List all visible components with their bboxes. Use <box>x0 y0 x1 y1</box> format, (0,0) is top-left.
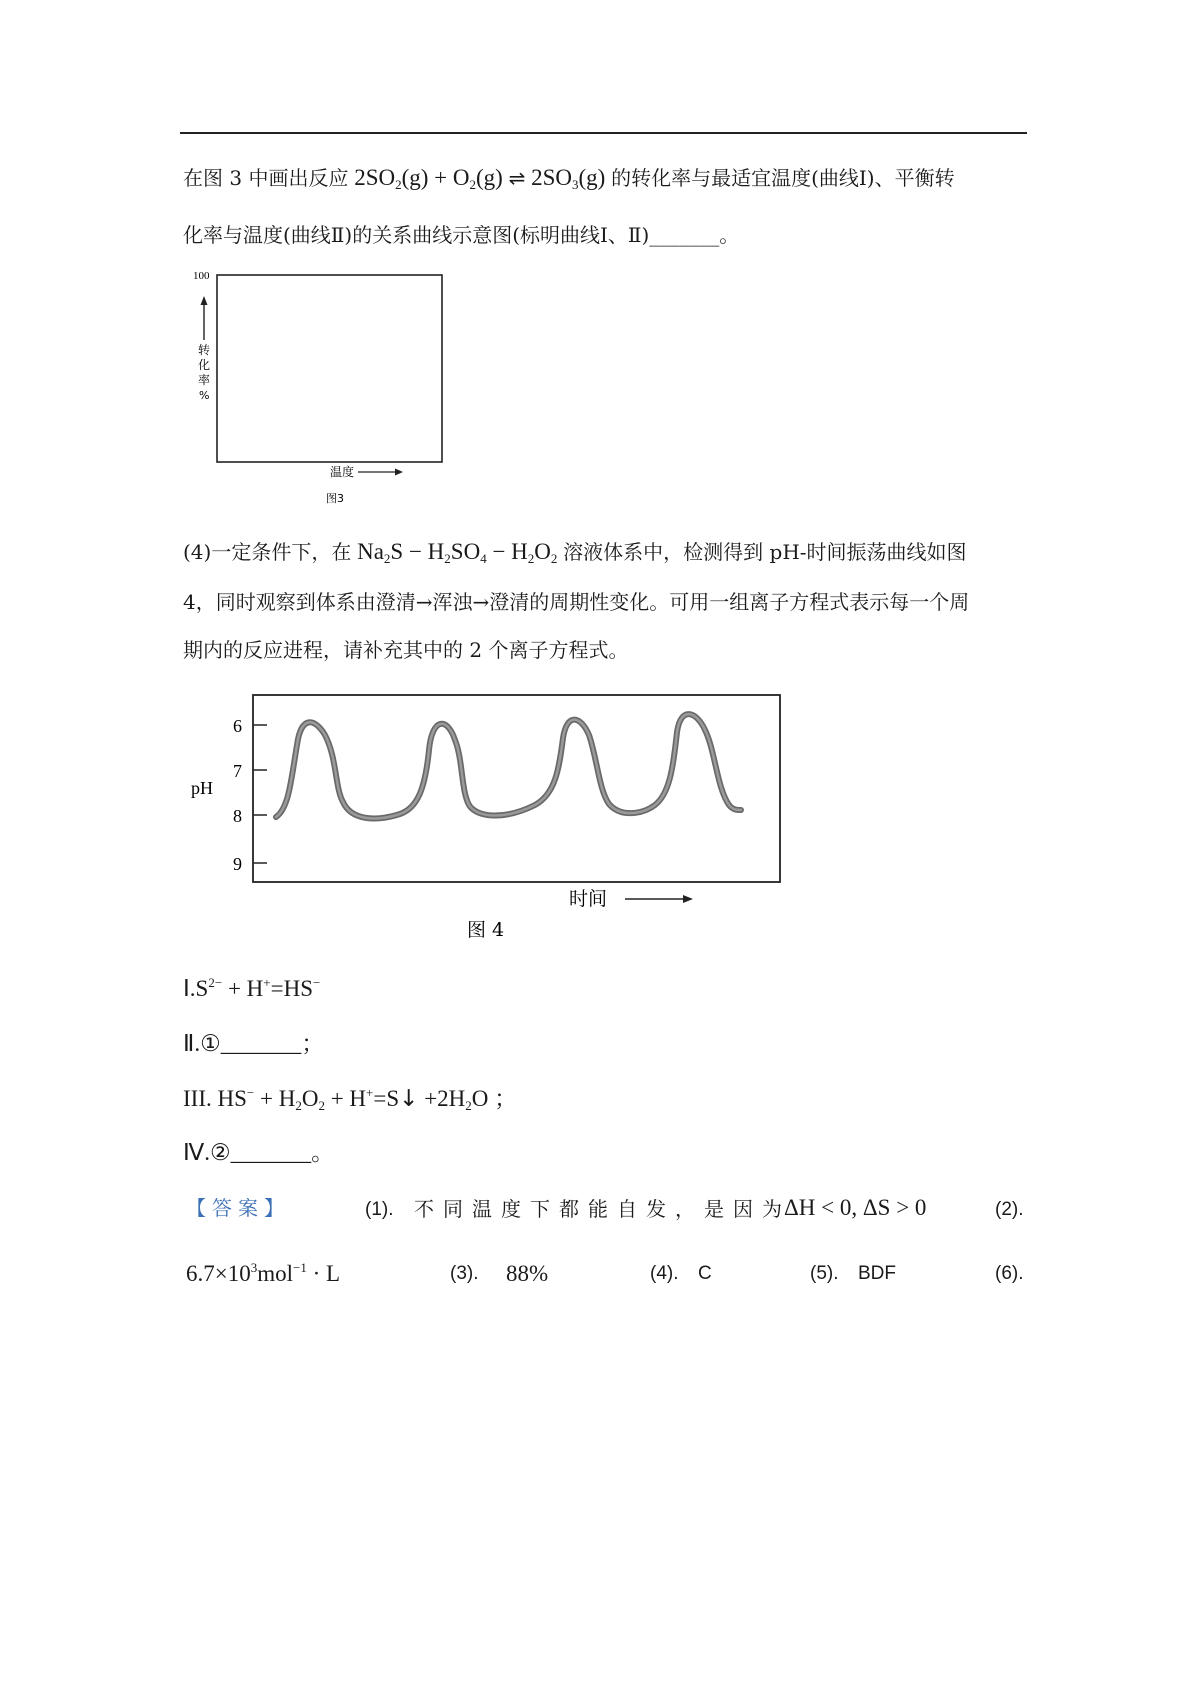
figure-3-y-label-3: 率 <box>198 373 211 387</box>
answer-6-number: (6). <box>995 1263 1024 1284</box>
figure-3-y-label-2: 化 <box>198 358 211 372</box>
figure-4-y-tick-8: 8 <box>233 806 242 826</box>
question-4-line-1: (4)一定条件下，在 $Na_2S - H_2SO_4 - H_2O_2$ 溶液体系中，检测得到 pH-时间振荡曲线如图 <box>183 539 967 566</box>
solution-system: $Na_2S - H_2SO_4 - H_2O_2$ <box>351 539 558 566</box>
answer-4-value: C <box>698 1263 712 1284</box>
answer-1-text: 不同温度下都能自发，是因为 <box>414 1197 791 1221</box>
answer-2-value: $6.7\times 10^3mol^{-1} \cdot L$ <box>186 1260 341 1286</box>
figure-4 <box>185 690 795 940</box>
figure-4-y-tick-9: 9 <box>233 854 242 874</box>
reaction-equation: $2SO_2(g) + O_2(g)$ ⇌ $2SO_3(g)$ <box>348 165 612 192</box>
header-rule <box>180 132 1027 134</box>
figure-4-y-tick-6: 6 <box>233 716 242 736</box>
figure-3-y-top-tick: 100 <box>193 270 210 282</box>
equation-4: Ⅳ.②_______。 <box>183 1140 335 1165</box>
figure-3 <box>190 262 450 512</box>
answer-2-number: (2). <box>995 1199 1024 1220</box>
question-4-line-3: 期内的反应进程，请补充其中的 2 个离子方程式。 <box>183 638 629 662</box>
question-4-line-2: 4，同时观察到体系由澄清→浑浊→澄清的周期性变化。可用一组离子方程式表示每一个周 <box>183 590 970 614</box>
equation-3: III. $HS^- + H_2O_2$ + H+=S↓ $+2H_2O$ ； <box>183 1085 518 1113</box>
answer-5-value: BDF <box>858 1263 896 1284</box>
figure-3-x-label: 温度 <box>330 465 355 479</box>
figure-3-frame <box>217 275 442 462</box>
answer-1-math: ΔH < 0, ΔS > 0 <box>784 1195 927 1220</box>
figure-4-y-label: pH <box>191 778 213 798</box>
figure-4-y-tick-7: 7 <box>233 761 242 781</box>
answer-5-number: (5). <box>810 1263 839 1284</box>
figure-3-y-label-4: % <box>199 389 210 402</box>
answer-4-number: (4). <box>650 1263 679 1284</box>
answer-3-value: 88% <box>506 1261 549 1286</box>
question-3-line-2: 化率与温度(曲线Ⅱ)的关系曲线示意图(标明曲线Ⅰ、Ⅱ)_______。 <box>183 223 740 247</box>
figure-4-x-label: 时间 <box>569 888 608 910</box>
answer-label: 【答案】 <box>186 1196 290 1220</box>
figure-3-caption: 图3 <box>326 492 344 505</box>
answer-1-number: (1). <box>365 1199 394 1220</box>
figure-3-y-label-1: 转 <box>198 343 211 357</box>
question-3-line-1: 在图 3 中画出反应 $2SO_2(g) + O_2(g)$ ⇌ $2SO_3(g)$ 的转化率与最适宜温度(曲线Ⅰ)、平衡转 <box>183 165 955 192</box>
figure-4-caption: 图 4 <box>467 919 505 940</box>
equation-1: $Ⅰ.S^{2-} + H^+=HS^-$ <box>183 975 321 1001</box>
answer-3-number: (3). <box>450 1263 479 1284</box>
equation-2: Ⅱ.①_______； <box>183 1031 325 1056</box>
